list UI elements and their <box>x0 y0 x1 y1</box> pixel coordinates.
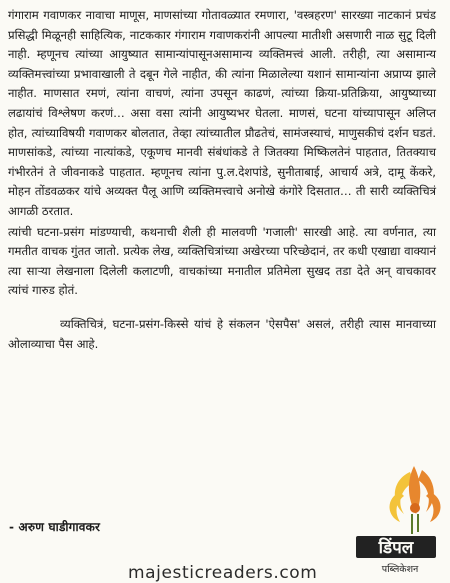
paragraph-style: त्यांची घटना-प्रसंग मांडण्याची, कथनाची शैली ही मालवणी 'गजाली' सारखी आहे. त्या वर्णनात, त्या गमतीत वाचक गुंतत जातो. प्रत्येक लेख, व्यक्तिचित्रांच्या अखेरच्या परिच्छेदानं, तर कधी एखाद्या वाक्यानं त्या साऱ्या लेखनाला दिलेली कलाटणी, वाचकांच्या मनातील प्रतिमेला सुखद तडा देते अन् वाचकावर त्यांचं गारुड होतं. <box>8 224 436 298</box>
paragraph-summary: व्यक्तिचित्रं, घटना-प्रसंग-किस्से यांचं हे संकलन 'ऐसपैस' असलं, तरीही त्यास मानवाच्या ओलाव्याचा पैस आहे. <box>8 316 436 351</box>
author-signature: - अरुण घाडीगावकर <box>9 520 101 534</box>
dimple-logo-icon <box>352 462 448 577</box>
logo-wordmark: डिंपल <box>378 538 414 558</box>
paragraph-intro: गंगाराम गवाणकर नावाचा माणूस, माणसांच्या गोतावळ्यात रमणारा, 'वस्त्रहरण' सारख्या नाटकानं प्रचंड प्रसिद्धी मिळूनही साहित्यिक, नाटककार गंगाराम गवाणकरांनी आपल्या मातीशी असणारी नाळ सुटू दिली नाही. म्हणूनच त्यांच्या आयुष्यात सामान्यांपासूनअसामान्य व्यक्तिमत्त्वं आली. तरीही, त्या असामान्य व्यक्तिमत्त्वांच्या प्रभावाखाली ते दबून गेले नाहीत, की त्यांना मिळालेल्या यशानं सामान्यांना अप्राप्य झाले नाहीत. माणसात रमणं, त्यांना वाचणं, त्यांना उपसून काढणं, त्यांच्या क्रिया-प्रतिक्रिया, आयुष्याच्या लढायांचं विश्लेषण करणं… असा वसा त्यांनी आयुष्यभर घेतला. माणसं, घटना यांच्यापासून अलिप्त होत, त्यांच्याविषयी गवाणकर बोलतात, तेव्हा त्यांच्यातील प्रौढतेचं, सामंजस्याचं, माणुसकीचं दर्शन घडतं. माणसांकडे, त्यांच्या नात्यांकडे, एकूणच मानवी संबंधांकडे ते जितक्या मिष्किलतेनं पाहतात, तितक्याच गंभीरतेनं ते जीवनाकडे पाहतात. म्हणूनच त्यांना पु.ल.देशपांडे, सुनीताबाई, आचार्य अत्रे, दामू केंकरे, मोहन तोंडवळकर यांचे अव्यक्त पैलू आणि व्यक्तिमत्त्वाचे अनोखे कंगोरे दिसतात… ती सारी व्यक्तिचित्रं आगळी ठरतात. <box>8 8 436 218</box>
blurb-body <box>8 6 436 354</box>
publisher-logo <box>352 462 448 577</box>
flower-emblem-icon <box>390 466 441 534</box>
logo-subtitle: पब्लिकेशन <box>381 564 419 575</box>
watermark-text: majesticreaders.com <box>128 563 318 583</box>
